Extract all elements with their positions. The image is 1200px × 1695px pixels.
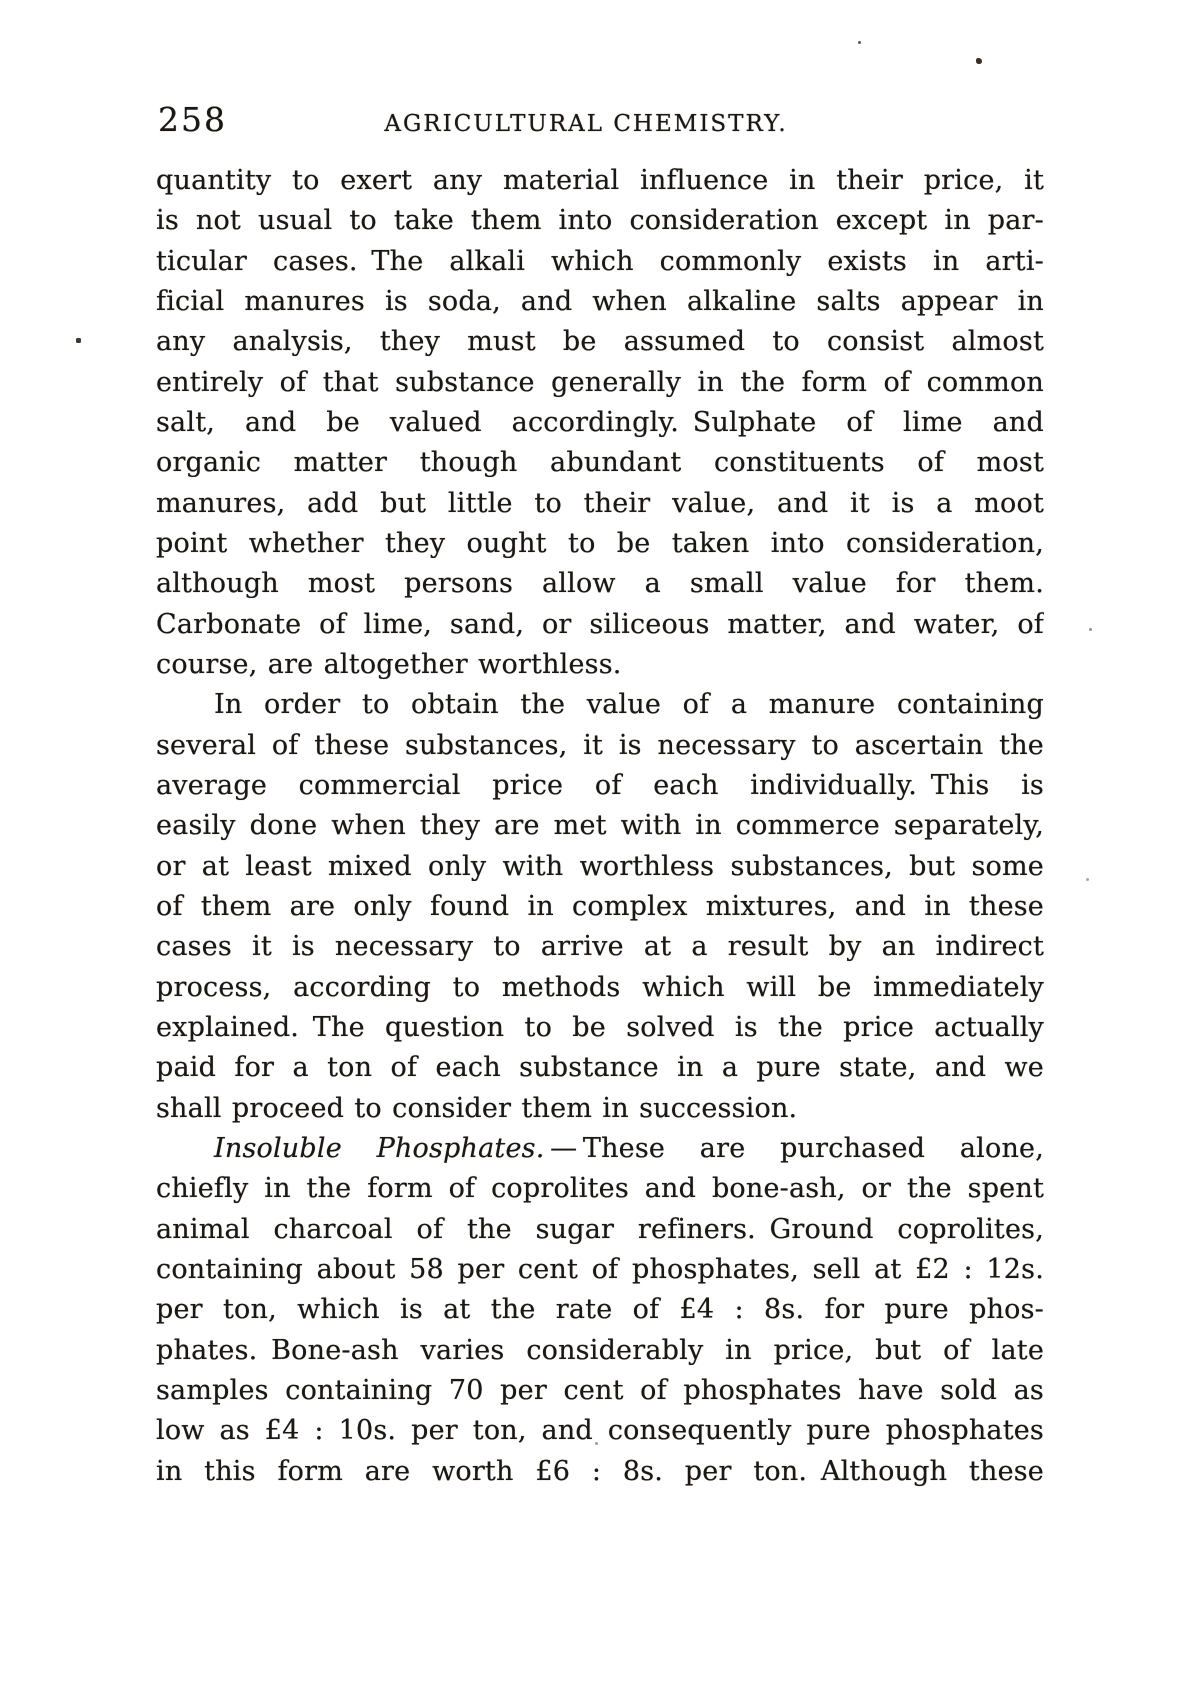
text-line: Carbonate of lime, sand, or siliceous matter, and water, of: [156, 608, 1044, 640]
text-line: samples containing 70 per cent of phosphates have sold as: [156, 1374, 1044, 1406]
text-line: manures, add but little to their value, and it is a moot: [156, 487, 1044, 519]
scan-speck: [595, 1442, 598, 1445]
text-run: — These are purchased alone,: [544, 1132, 1044, 1164]
text-line: although most persons allow a small value for them.: [156, 568, 1044, 600]
text-line: per ton, which is at the rate of £4 : 8s. for pure phos-: [156, 1294, 1044, 1326]
text-line: In order to obtain the value of a manure containing: [214, 689, 1044, 721]
text-line: explained. The question to be solved is the price actually: [156, 1011, 1044, 1043]
text-line: organic matter though abundant constituents of most: [156, 447, 1044, 479]
text-line: entirely of that substance generally in the form of common: [156, 366, 1044, 398]
text-line: several of these substances, it is necessary to ascertain the: [156, 729, 1044, 761]
text-line: ticular cases. The alkali which commonly exists in arti-: [156, 245, 1044, 277]
text-line: quantity to exert any material influence in their price, it: [156, 165, 1044, 196]
paragraph: [156, 161, 1044, 685]
text-line: cases it is necessary to arrive at a result by an indirect: [156, 931, 1044, 963]
text-line: containing about 58 per cent of phosphates, sell at £2 : 12s.: [156, 1253, 1044, 1285]
text-line: phates. Bone-ash varies considerably in price, but of late: [156, 1334, 1044, 1366]
scan-speck: [858, 41, 861, 44]
text-line: shall proceed to consider them in succession.: [156, 1092, 798, 1124]
text-line: paid for a ton of each substance in a pure state, and we: [156, 1052, 1044, 1084]
text-line: of them are only found in complex mixtures, and in these: [156, 890, 1044, 922]
text-line: animal charcoal of the sugar refiners. Ground coprolites,: [156, 1213, 1044, 1245]
text-line: point whether they ought to be taken into consideration,: [156, 527, 1044, 559]
section-term-italic: Insoluble Phosphates.: [214, 1132, 545, 1164]
text-line: process, according to methods which will be immediately: [156, 971, 1044, 1003]
text-line: or at least mixed only with worthless substances, but some: [156, 850, 1044, 882]
scan-speck: [76, 338, 81, 343]
text-line: [156, 1129, 1044, 1169]
text-line: low as £4 : 10s. per ton, and consequently pure phosphates: [156, 1415, 1044, 1447]
page-text: [156, 161, 1044, 1492]
text-line: in this form are worth £6 : 8s. per ton. Although these: [156, 1455, 1044, 1487]
scan-speck: [1086, 878, 1089, 881]
scan-speck: [1089, 628, 1092, 631]
text-line: any analysis, they must be assumed to consist almost: [156, 326, 1044, 358]
text-line: easily done when they are met with in commerce separately,: [156, 810, 1044, 842]
text-line: course, are altogether worthless.: [156, 648, 622, 680]
text-line: is not usual to take them into consideration except in par-: [156, 205, 1044, 237]
running-title: AGRICULTURAL CHEMISTRY.: [384, 111, 788, 137]
paragraph: [156, 685, 1044, 1129]
text-line: average commercial price of each individually. This is: [156, 769, 1044, 801]
paragraph: [156, 1129, 1044, 1492]
text-line: chiefly in the form of coprolites and bone-ash, or the spent: [156, 1173, 1044, 1205]
text-line: ficial manures is soda, and when alkaline salts appear in: [156, 285, 1044, 317]
text-line: salt, and be valued accordingly. Sulphate of lime and: [156, 406, 1044, 438]
page-number: 258: [158, 100, 227, 139]
scan-speck: [976, 58, 982, 64]
